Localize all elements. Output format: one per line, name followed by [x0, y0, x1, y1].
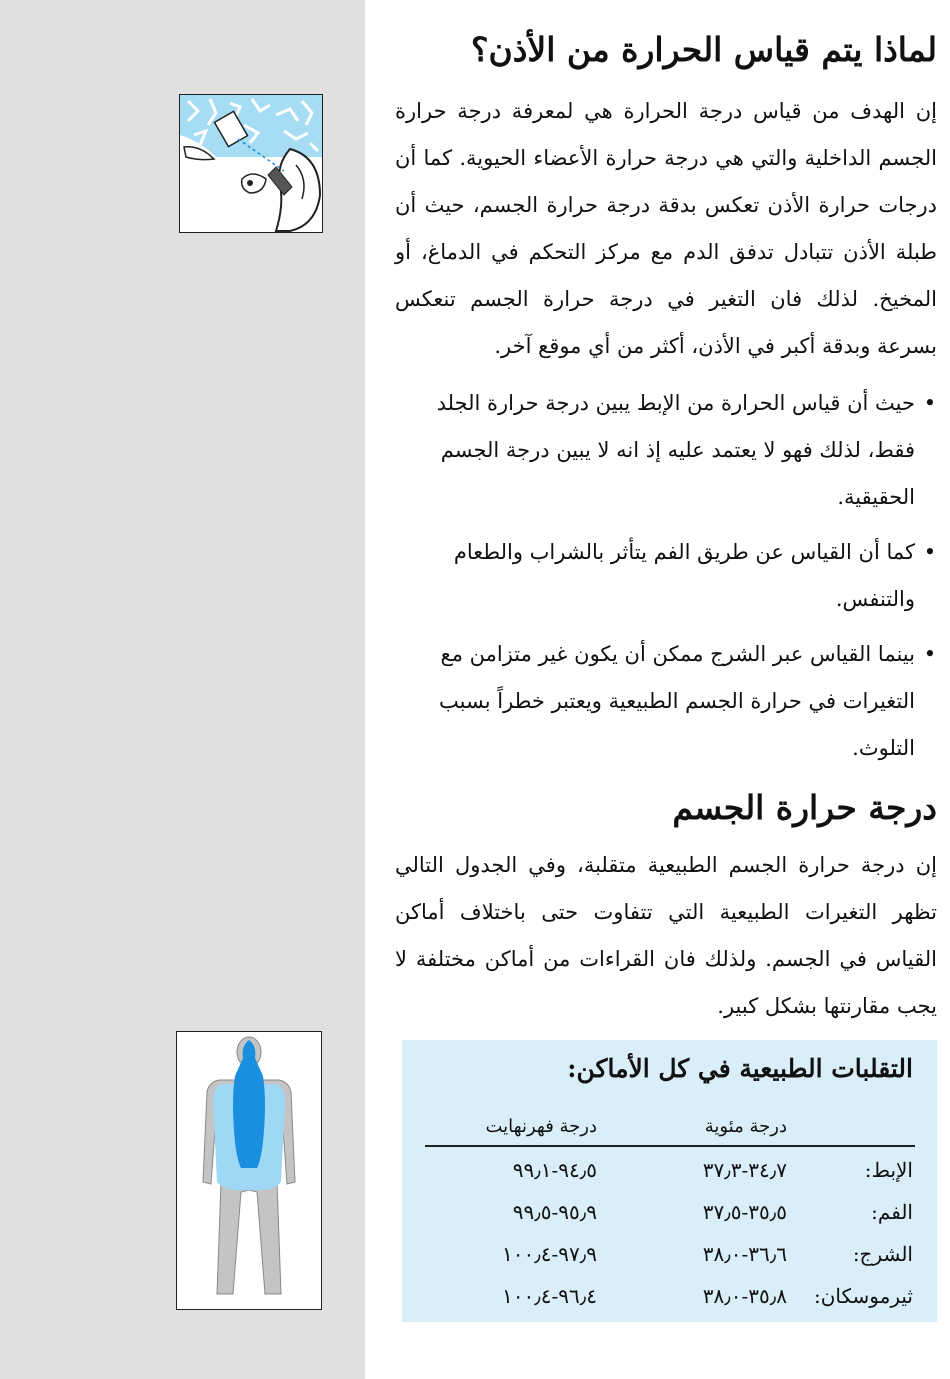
table-row [402, 1242, 937, 1282]
temperature-range-table [402, 1040, 937, 1322]
table-row [402, 1200, 937, 1240]
table-row [402, 1158, 937, 1198]
ear-thermometer-icon [180, 95, 322, 232]
section-body-paragraph-wrap [395, 842, 937, 1030]
intro-paragraph: إن الهدف من قياس درجة الحرارة هي لمعرفة درجة حرارة الجسم الداخلية والتي هي درجة حرارة الأعضاء الحيوية. كما أن درجات حرارة الأذن تعكس بدقة درجة حرارة الجسم، حيث أن طبلة الأذن تتبادل تدفق الدم مع مركز التحكم في الدماغ، أو المخيخ. لذلك فان التغير في درجة حرارة الجسم تنعكس بسرعة وبدقة أكبر في الأذن، أكثر من أي موقع آخر. [395, 99, 937, 358]
column-header-celsius: درجة مئوية [704, 1116, 787, 1137]
row-fahrenheit: ٩٧٫٩-١٠٠٫٤ [502, 1242, 597, 1266]
row-celsius: ٣٥٫٨-٣٨٫٠ [702, 1284, 787, 1308]
body-heat-illustration [176, 1031, 322, 1310]
section-title: لماذا يتم قياس الحرارة من الأذن؟ [470, 30, 937, 69]
row-fahrenheit: ٩٦٫٤-١٠٠٫٤ [502, 1284, 597, 1308]
list-item: • بينما القياس عبر الشرج ممكن أن يكون غير متزامن مع التغيرات في حرارة الجسم الطبيعية ويعتبر خطراً بسبب التلوث. [395, 631, 915, 772]
section-body-temperature [395, 788, 937, 828]
row-fahrenheit: ٩٥٫٩-٩٩٫٥ [512, 1200, 597, 1224]
ear-thermometer-illustration [179, 94, 323, 233]
bullet-list-wrap [395, 380, 937, 780]
body-heat-icon [177, 1032, 321, 1309]
row-celsius: ٣٥٫٥-٣٧٫٥ [702, 1200, 787, 1224]
row-fahrenheit: ٩٤٫٥-٩٩٫١ [512, 1158, 597, 1182]
row-location: الإبط: [864, 1158, 913, 1182]
section-ear-measurement [395, 30, 937, 70]
list-item: • كما أن القياس عن طريق الفم يتأثر بالشراب والطعام والتنفس. [395, 529, 915, 623]
row-location: ثيرموسكان: [813, 1284, 913, 1308]
section-ear-paragraph-wrap [395, 88, 937, 370]
row-location: الشرج: [852, 1242, 913, 1266]
bullet-list [395, 380, 937, 772]
table-rule [425, 1145, 915, 1147]
row-celsius: ٣٤٫٧-٣٧٫٣ [702, 1158, 787, 1182]
bullet-icon: • [923, 642, 937, 666]
body-temperature-paragraph: إن درجة حرارة الجسم الطبيعية متقلبة، وفي الجدول التالي تظهر التغيرات الطبيعية التي تتفاوت حتى باختلاف أماكن القياس في الجسم. ولذلك فان القراءات من أماكن مختلفة لا يجب مقارنتها بشكل كبير. [395, 853, 937, 1018]
row-celsius: ٣٦٫٦-٣٨٫٠ [702, 1242, 787, 1266]
section-title: درجة حرارة الجسم [672, 788, 937, 827]
column-header-fahrenheit: درجة فهرنهايت [485, 1116, 597, 1137]
bullet-icon: • [923, 540, 937, 564]
bullet-icon: • [923, 391, 937, 415]
row-location: الفم: [871, 1200, 913, 1224]
table-row [402, 1284, 937, 1324]
list-item: • حيث أن قياس الحرارة من الإبط يبين درجة حرارة الجلد فقط، لذلك فهو لا يعتمد عليه إذ انه لا يبين درجة الجسم الحقيقية. [395, 380, 915, 521]
table-title: التقلبات الطبيعية في كل الأماكن: [567, 1054, 913, 1083]
